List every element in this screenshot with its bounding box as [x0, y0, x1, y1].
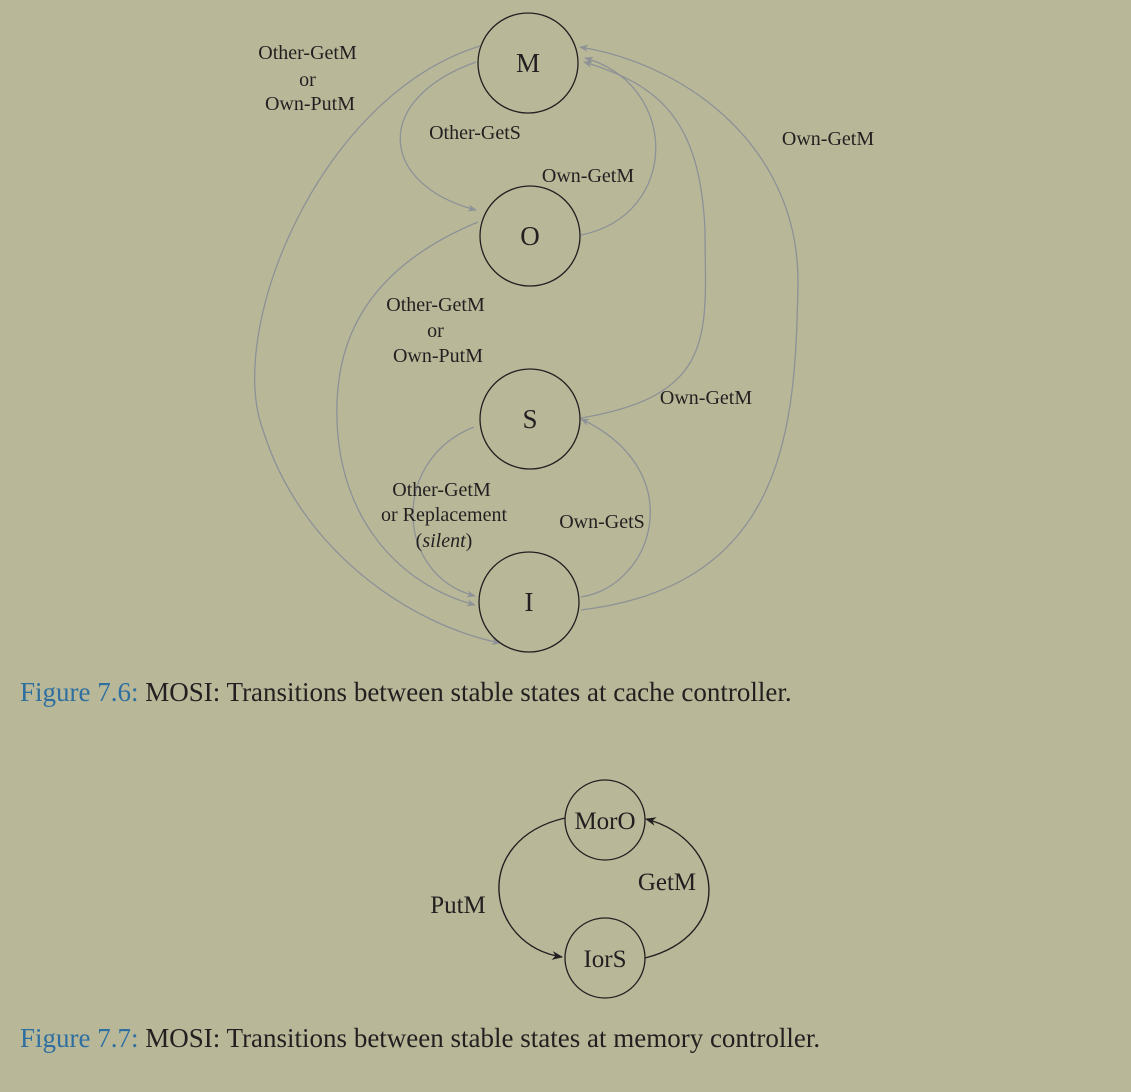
label-s-to-i: Other-GetM or Replacement — [380, 479, 508, 526]
edge-putm — [499, 818, 565, 957]
edge-s-to-m — [581, 62, 705, 418]
label-putm: PutM — [430, 892, 486, 919]
state-m — [478, 13, 578, 113]
figure-number: Figure 7.7: — [20, 1023, 139, 1053]
label-getm: GetM — [637, 869, 697, 896]
state-moro — [565, 780, 645, 860]
label-s-to-m: Own-GetM — [659, 387, 753, 409]
label-i-to-m: Own-GetM — [781, 128, 875, 150]
label-o-to-i: Other-GetM or Own-PutM — [386, 294, 485, 367]
state-iors — [565, 918, 645, 998]
state-o — [480, 186, 580, 286]
label-i-to-s: Own-GetS — [559, 511, 645, 533]
edge-o-to-m — [581, 58, 656, 235]
figure-number: Figure 7.6: — [20, 677, 139, 707]
label-o-to-m: Own-GetM — [541, 165, 635, 187]
svg-text:I: I — [524, 587, 534, 617]
svg-text:S: S — [522, 404, 538, 434]
state-i — [479, 552, 579, 652]
label-s-to-i-note: (silent) — [415, 530, 473, 552]
caption-text: MOSI: Transitions between stable states at memory controller. — [145, 1023, 821, 1053]
label-m-to-i: Other-GetM or Own-PutM — [258, 42, 357, 115]
svg-text:MorO: MorO — [574, 808, 636, 835]
figure-7-6-caption — [20, 677, 792, 708]
svg-text:O: O — [520, 221, 540, 251]
caption-text: MOSI: Transitions between stable states at cache controller. — [145, 677, 792, 707]
state-s — [480, 369, 580, 469]
label-m-to-o: Other-GetS — [429, 122, 521, 144]
figure-7-7-caption — [20, 1023, 820, 1054]
svg-text:IorS: IorS — [583, 946, 627, 973]
svg-text:M: M — [515, 48, 541, 78]
edge-i-to-s — [581, 419, 650, 597]
